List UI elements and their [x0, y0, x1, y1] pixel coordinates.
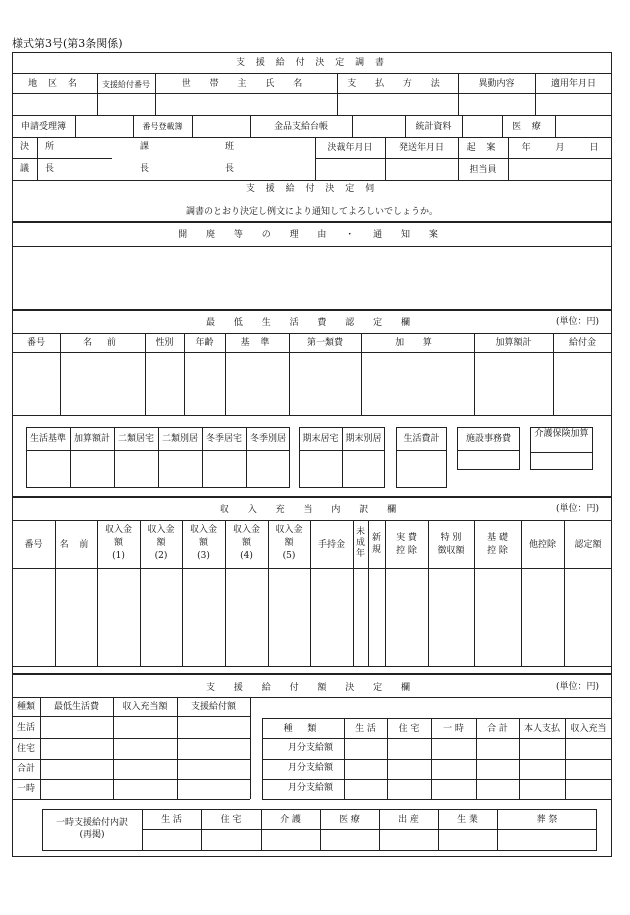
ml-sub-care-insurance: 介護保険加算	[534, 429, 589, 439]
dl-header-benefit-amount: 支援給付額	[190, 702, 236, 712]
medical-label: 医 療	[512, 122, 545, 132]
min-living-title: 最 低 生 活 費 認 定 欄	[205, 318, 419, 328]
dl-header-type: 種類	[16, 702, 35, 712]
office-chief-label: 長	[45, 164, 55, 174]
temp-col-living: 生 活	[161, 815, 182, 825]
decision-title: 支 援 給 付 額 決 定 欄	[205, 683, 419, 693]
householder-name-label: 世 帯 主 氏 名	[181, 79, 311, 89]
dl-row-housing: 住宅	[16, 744, 35, 754]
send-date-label: 発送年月日	[398, 143, 444, 153]
district-label: 地 区 名	[28, 79, 81, 89]
temp-col-childbirth: 出 産	[398, 815, 419, 825]
temp-col-housing: 住 宅	[220, 815, 242, 825]
decision-unit: (単位：円)	[556, 682, 600, 692]
ml-header-sex: 性別	[155, 338, 174, 348]
dr-row-monthly-3: 月分支給額	[288, 783, 334, 793]
benefit-number-label: 支援給付番号	[102, 80, 150, 89]
change-content-label: 異動内容	[478, 79, 515, 89]
temp-col-care: 介 護	[280, 815, 301, 825]
discuss-label: 議	[20, 164, 30, 174]
dr-header-living: 生 活	[355, 724, 376, 734]
application-register-label: 申請受理簿	[20, 122, 66, 132]
decide-label: 決	[20, 142, 30, 152]
document-title: 支 援 給 付 決 定 調 書	[235, 58, 389, 68]
person-in-charge-label: 担当員	[469, 165, 497, 175]
income-unit: (単位：円)	[556, 504, 600, 514]
decision-date-label: 決裁年月日	[327, 143, 373, 153]
ml-header-benefit: 給付金	[568, 338, 596, 348]
dr-header-temporary: 一 時	[443, 724, 464, 734]
team-label: 班	[225, 142, 235, 152]
inc-header-other-deduction: 他控除	[528, 540, 556, 550]
ml-sub-class2-separate: 二類別居	[161, 434, 198, 444]
ml-header-age: 年齢	[195, 338, 214, 348]
inquiry-text: 調書のとおり決定し例文により通知してよろしいでしょうか。	[185, 207, 438, 217]
dr-header-type: 種 類	[283, 724, 323, 734]
ml-sub-yearend-separate: 期末別居	[345, 434, 382, 444]
inc-header-cash: 手持金	[317, 540, 345, 550]
temp-breakdown-reprint: (再掲)	[79, 830, 105, 840]
ml-header-addition: 加 算	[395, 338, 440, 348]
min-living-unit: (単位：円)	[556, 317, 600, 327]
inc-header-certified: 認定額	[574, 540, 602, 550]
ml-sub-winter-home: 冬季居宅	[205, 434, 242, 444]
dl-row-living: 生活	[16, 723, 35, 733]
dl-header-min-living: 最低生活費	[53, 702, 99, 712]
payment-method-label: 支 払 方 法	[347, 79, 448, 89]
temp-col-occupation: 生 業	[457, 815, 478, 825]
section-chief-label: 長	[140, 164, 150, 174]
number-register-label: 番号登載簿	[142, 122, 183, 131]
section-label: 課	[140, 142, 150, 152]
effective-date-label: 適用年月日	[550, 79, 596, 89]
dl-row-temporary: 一時	[16, 784, 35, 794]
ml-header-class1: 第一類費	[306, 338, 343, 348]
temp-breakdown-label: 一時支援給付内訳	[55, 818, 128, 828]
ml-header-addition-total: 加算額計	[495, 338, 532, 348]
ml-sub-living-standard: 生活基準	[29, 434, 66, 444]
draft-date-label: 年 月 日	[521, 143, 599, 153]
ml-sub-addition-total: 加算額計	[73, 434, 110, 444]
inc-header-no: 番号	[24, 540, 43, 550]
dr-header-housing: 住 宅	[398, 724, 420, 734]
reason-title: 開 廃 等 の 理 由 ・ 通 知 案	[178, 230, 446, 240]
cash-ledger-label: 金品支給台帳	[273, 122, 328, 132]
temp-col-funeral: 葬 祭	[536, 815, 558, 825]
dl-header-income-applied: 収入充当額	[122, 702, 168, 712]
ml-sub-facility-fee: 施設事務費	[465, 434, 511, 444]
inc-header-name: 名 前	[59, 540, 93, 550]
ml-header-no: 番号	[26, 338, 45, 348]
ml-sub-living-total: 生活費計	[403, 434, 440, 444]
inquiry-title: 支 援 給 付 決 定 伺	[245, 184, 379, 194]
ml-sub-class2-home: 二類居宅	[117, 434, 154, 444]
ml-header-standard: 基 準	[240, 338, 274, 348]
statistics-label: 統計資料	[415, 122, 452, 132]
ml-header-name: 名 前	[83, 338, 122, 348]
income-title: 収 入 充 当 内 訳 欄	[219, 505, 405, 515]
team-chief-label: 長	[225, 164, 235, 174]
dr-header-total: 合 計	[487, 724, 508, 734]
dr-header-self-pay: 本人支払	[523, 724, 560, 734]
draft-label: 起 案	[466, 143, 500, 153]
dr-header-income-applied: 収入充当	[570, 724, 607, 734]
income-table	[12, 497, 612, 674]
ml-sub-yearend-home: 期末居宅	[302, 434, 339, 444]
temp-col-medical: 医 療	[339, 815, 360, 825]
dr-row-monthly-1: 月分支給額	[288, 743, 334, 753]
dr-row-monthly-2: 月分支給額	[288, 763, 334, 773]
dl-row-total: 合計	[16, 764, 35, 774]
office-label: 所	[45, 142, 55, 152]
form-number: 様式第3号(第3条関係)	[12, 37, 123, 50]
ml-sub-winter-separate: 冬季別居	[249, 434, 286, 444]
